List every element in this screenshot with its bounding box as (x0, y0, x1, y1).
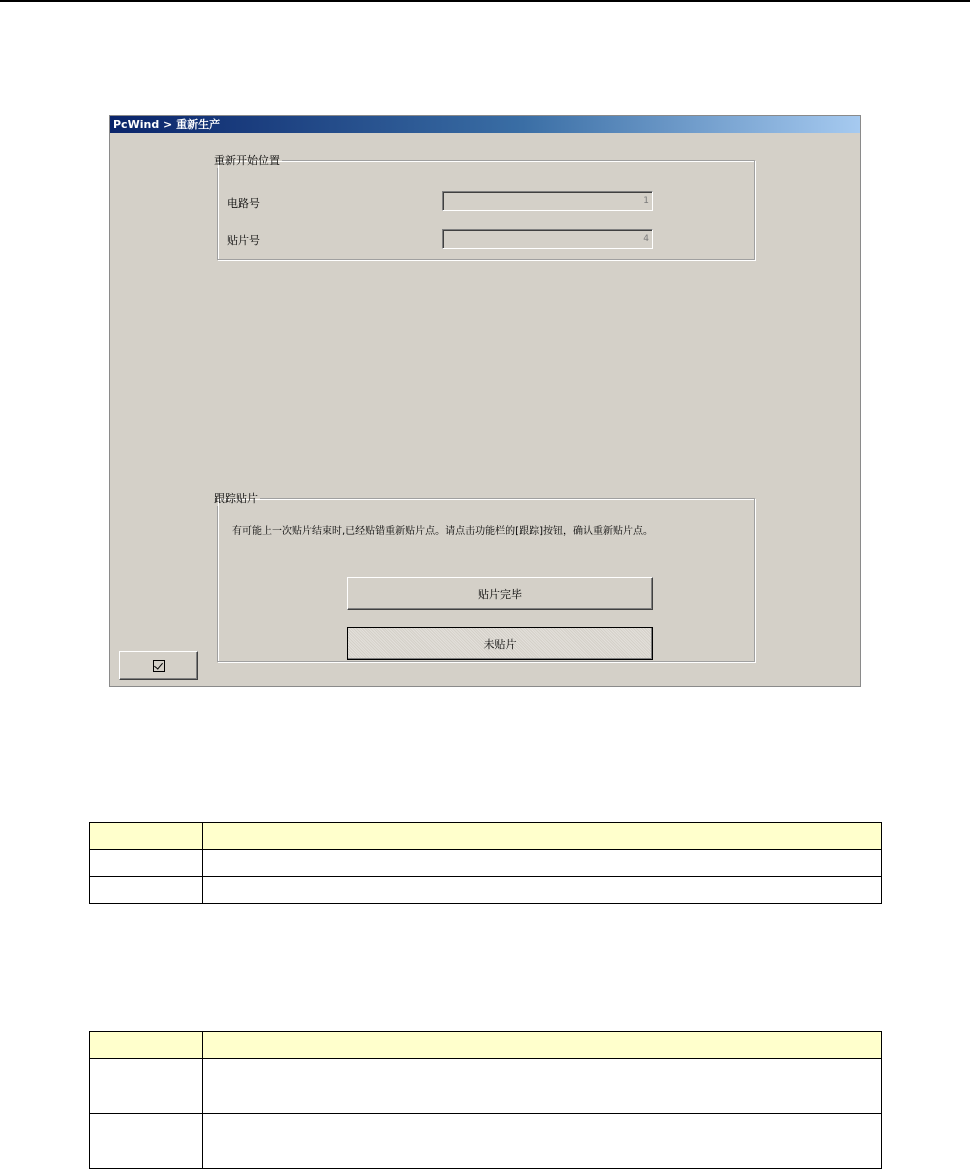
restart-position-legend: 重新开始位置 (214, 154, 280, 167)
table-cell (203, 877, 882, 904)
table-cell (203, 823, 882, 850)
table-row (90, 1059, 882, 1114)
table-cell (90, 1114, 203, 1169)
circuit-number-label: 电路号 (227, 197, 260, 210)
placement-number-label: 贴片号 (227, 234, 260, 247)
circuit-number-field[interactable]: 1 (442, 191, 653, 211)
not-placed-button[interactable]: 未贴片 (347, 627, 653, 660)
table-header-row (90, 1032, 882, 1059)
table-cell (90, 1059, 203, 1114)
table-cell (203, 1059, 882, 1114)
placement-done-button[interactable]: 贴片完毕 (347, 577, 653, 610)
trace-placement-legend: 跟踪贴片 (214, 492, 258, 505)
table-cell (203, 1032, 882, 1059)
table-row (90, 1114, 882, 1169)
doc-table-2 (89, 1031, 882, 1169)
table-header-row (90, 823, 882, 850)
page-top-rule (0, 0, 970, 2)
window-titlebar: PcWind > 重新生产 (110, 116, 860, 133)
restart-position-group (214, 152, 755, 260)
doc-table-1 (89, 822, 882, 904)
confirm-button[interactable] (119, 651, 198, 680)
table-cell (90, 1032, 203, 1059)
trace-message: 有可能上一次贴片结束时,已经贴错重新贴片点。请点击功能栏的[跟踪]按钮，确认重新贴片点。 (232, 526, 653, 537)
table-cell (90, 823, 203, 850)
trace-placement-group (214, 490, 755, 662)
table-row (90, 850, 882, 877)
table-row (90, 877, 882, 904)
check-icon (153, 660, 165, 672)
restart-production-window (109, 115, 861, 687)
table-cell (203, 850, 882, 877)
placement-number-field[interactable]: 4 (442, 229, 653, 249)
table-cell (203, 1114, 882, 1169)
table-cell (90, 850, 203, 877)
table-cell (90, 877, 203, 904)
